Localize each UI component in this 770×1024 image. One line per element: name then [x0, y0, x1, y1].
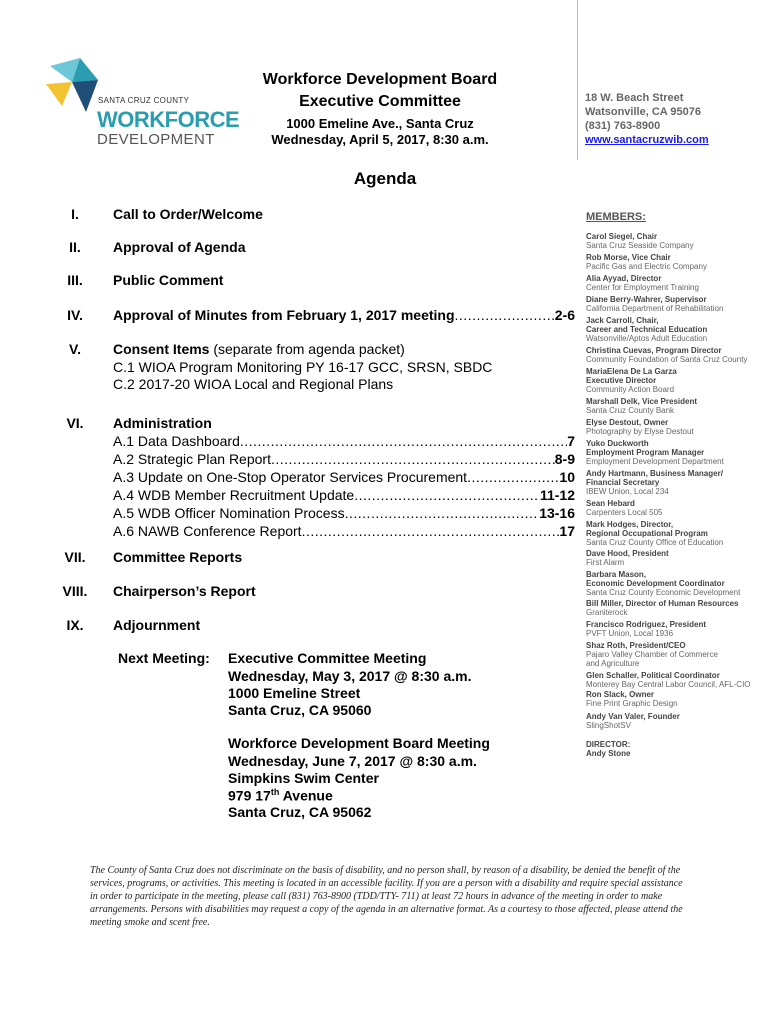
admin-label: A.4 WDB Member Recruitment Update — [113, 487, 355, 503]
member-title: Regional Occupational Program — [586, 529, 708, 538]
consent-note: (separate from agenda packet) — [209, 341, 405, 357]
agenda-heading: Agenda — [353, 169, 417, 188]
doc-title: Workforce Development Board — [262, 71, 498, 88]
member-entry — [586, 295, 766, 313]
admin-a1 — [113, 433, 575, 449]
member-org: Santa Cruz Seaside Company — [586, 241, 694, 250]
member-entry — [586, 570, 766, 597]
member-name: Sean Hebard — [586, 499, 635, 508]
member-name: Barbara Mason, — [586, 570, 647, 579]
member-name: Alia Ayyad, Director — [586, 274, 662, 283]
item-number: IV. — [67, 307, 83, 323]
admin-page: 13-16 — [539, 505, 575, 521]
member-org: Monterey Bay Central Labor Council, AFL-CIO — [586, 680, 751, 689]
member-entry — [586, 469, 766, 496]
member-name: Carol Siegel, Chair — [586, 232, 658, 241]
admin-page: 10 — [559, 469, 575, 485]
next-m2-street — [228, 787, 333, 804]
meeting-datetime: Wednesday, April 5, 2017, 8:30 a.m. — [271, 132, 489, 147]
accessibility-notice: The County of Santa Cruz does not discriminate on the basis of disability, and no person shall, by reason of a disability, be denied the benefit of the services, programs, or activities. This meeting is located in an accessible facility. If you are a person with a disability and require special assistance in order to participate in the meeting, please call (831) 763-8900 (TDD/TTY- 711) at least 72 hours in advance of the meeting in order to make arrangements. Persons with disabilities may request a copy of the agenda in an alternative format. As a courtesy to those affected, please attend the meeting smoke and scent free. — [90, 865, 683, 928]
member-entry — [586, 671, 766, 689]
admin-page: 17 — [559, 523, 575, 539]
members-heading: MEMBERS: — [586, 211, 646, 223]
item-administration: Administration — [113, 415, 212, 431]
office-street: 18 W. Beach Street — [585, 92, 684, 104]
street-name: Avenue — [279, 787, 333, 804]
item-approval-minutes — [113, 307, 575, 323]
next-m2-city: Santa Cruz, CA 95062 — [228, 804, 372, 820]
member-entry — [586, 520, 766, 547]
admin-a4 — [113, 487, 575, 503]
member-entry — [586, 367, 766, 394]
admin-label: A.3 Update on One-Stop Operator Services Procurement — [113, 469, 468, 485]
member-entry — [586, 274, 766, 292]
item-chair-report: Chairperson’s Report — [113, 583, 256, 599]
item-number: III. — [67, 272, 83, 288]
admin-label: A.1 Data Dashboard — [113, 433, 240, 449]
member-name: Dave Hood, President — [586, 549, 669, 558]
member-org: SlingShotSV — [586, 721, 631, 730]
logo-workforce-text: WORKFORCE — [97, 107, 240, 132]
admin-a6 — [113, 523, 575, 539]
item-number: VII. — [64, 549, 86, 565]
member-org: PVFT Union, Local 1936 — [586, 629, 674, 638]
director-label: DIRECTOR: — [586, 740, 631, 749]
admin-a5 — [113, 505, 575, 521]
item-committee-reports: Committee Reports — [113, 549, 243, 565]
website-link[interactable]: www.santacruzwib.com — [585, 134, 709, 146]
member-entry — [586, 599, 766, 617]
item-consent — [113, 341, 405, 357]
consent-label: Consent Items — [113, 341, 210, 357]
logo-county-text: SANTA CRUZ COUNTY — [98, 96, 190, 105]
member-title: Career and Technical Education — [586, 325, 708, 334]
member-org: Santa Cruz County Office of Education — [586, 538, 724, 547]
member-name: Mark Hodges, Director, — [586, 520, 674, 529]
member-org: Santa Cruz County Economic Development — [586, 588, 741, 597]
office-city: Watsonville, CA 95076 — [585, 106, 701, 118]
member-entry — [586, 690, 766, 708]
next-m2-datetime: Wednesday, June 7, 2017 @ 8:30 a.m. — [228, 753, 477, 769]
member-org: Carpenters Local 505 — [586, 508, 663, 517]
member-entry — [586, 253, 766, 271]
street-num: 979 17 — [228, 787, 271, 804]
member-name: Jack Carroll, Chair, — [586, 316, 659, 325]
member-name: Shaz Roth, President/CEO — [586, 641, 686, 650]
logo-development-text: DEVELOPMENT — [97, 131, 215, 148]
member-entry — [586, 346, 766, 364]
next-m1-street: 1000 Emeline Street — [228, 685, 361, 701]
member-name: Andy Van Valer, Founder — [586, 712, 680, 721]
item-public-comment: Public Comment — [113, 272, 224, 288]
member-entry — [586, 316, 766, 343]
member-entry — [586, 232, 766, 250]
member-entry — [586, 439, 766, 466]
member-name: Marshall Delk, Vice President — [586, 397, 698, 406]
next-m2-title: Workforce Development Board Meeting — [228, 735, 490, 751]
member-entry — [586, 641, 766, 668]
member-name: Yuko Duckworth — [586, 439, 649, 448]
member-org: Photography by Elyse Destout — [586, 427, 694, 436]
director-name: Andy Stone — [586, 749, 631, 758]
director-entry — [586, 740, 766, 758]
minutes-page: 2-6 — [554, 307, 575, 323]
member-org-cont: and Agriculture — [586, 659, 640, 668]
member-org: Graniterock — [586, 608, 628, 617]
member-name: Bill Miller, Director of Human Resources — [586, 599, 739, 608]
meeting-address: 1000 Emeline Ave., Santa Cruz — [286, 116, 474, 131]
next-m1-city: Santa Cruz, CA 95060 — [228, 702, 372, 718]
header-divider — [577, 0, 578, 160]
member-entry — [586, 549, 766, 567]
member-name: MariaElena De La Garza — [586, 367, 677, 376]
member-entry — [586, 499, 766, 517]
item-number: IX. — [66, 617, 84, 633]
admin-label: A.6 NAWB Conference Report — [113, 523, 302, 539]
member-org: Pacific Gas and Electric Company — [586, 262, 707, 271]
admin-a2 — [113, 451, 575, 467]
member-title: Executive Director — [586, 376, 657, 385]
item-adjournment: Adjournment — [113, 617, 201, 633]
next-m1-datetime: Wednesday, May 3, 2017 @ 8:30 a.m. — [228, 668, 472, 684]
admin-page: 7 — [567, 433, 575, 449]
item-approval-agenda: Approval of Agenda — [113, 239, 246, 255]
member-org: Watsonville/Aptos Adult Education — [586, 334, 708, 343]
office-web — [585, 133, 709, 147]
item-number: VIII. — [62, 583, 88, 599]
next-meeting-label: Next Meeting: — [118, 650, 210, 666]
next-m2-venue: Simpkins Swim Center — [228, 770, 379, 786]
admin-label: A.2 Strategic Plan Report — [113, 451, 271, 467]
member-org: Santa Cruz County Bank — [586, 406, 675, 415]
next-m1-title: Executive Committee Meeting — [228, 650, 427, 666]
member-entry — [586, 397, 766, 415]
member-title: Economic Development Coordinator — [586, 579, 725, 588]
member-name: Elyse Destout, Owner — [586, 418, 669, 427]
member-entry — [586, 418, 766, 436]
member-title: Employment Program Manager — [586, 448, 705, 457]
street-suffix: th — [270, 787, 280, 797]
admin-a3 — [113, 469, 575, 485]
member-name: Ron Slack, Owner — [586, 690, 655, 699]
member-name: Diane Berry-Wahrer, Supervisor — [586, 295, 707, 304]
member-org: First Alarm — [586, 558, 625, 567]
member-name: Francisco Rodriguez, President — [586, 620, 707, 629]
member-entry — [586, 712, 766, 730]
item-number: I. — [71, 206, 79, 222]
member-entry — [586, 620, 766, 638]
member-org: IBEW Union, Local 234 — [586, 487, 669, 496]
member-name: Glen Schaller, Political Coordinator — [586, 671, 720, 680]
member-org: Employment Development Department — [586, 457, 724, 466]
doc-subtitle: Executive Committee — [299, 93, 461, 110]
office-phone: (831) 763-8900 — [585, 120, 661, 132]
member-org: Community Foundation of Santa Cruz County — [586, 355, 748, 364]
item-number: VI. — [66, 415, 84, 431]
item-call-to-order: Call to Order/Welcome — [113, 206, 263, 222]
item-number: II. — [69, 239, 81, 255]
member-org: Center for Employment Training — [586, 283, 699, 292]
member-org: California Department of Rehabilitation — [586, 304, 724, 313]
member-org: Pajaro Valley Chamber of Commerce — [586, 650, 718, 659]
consent-c2: C.2 2017-20 WIOA Local and Regional Plans — [113, 376, 394, 392]
member-name: Andy Hartmann, Business Manager/ — [586, 469, 723, 478]
member-org: Fine Print Graphic Design — [586, 699, 678, 708]
item-number: V. — [69, 341, 81, 357]
member-org: Community Action Board — [586, 385, 675, 394]
admin-page: 11-12 — [539, 487, 575, 503]
minutes-label: Approval of Minutes from February 1, 2017 meeting — [113, 307, 455, 323]
admin-page: 8-9 — [554, 451, 575, 467]
consent-c1: C.1 WIOA Program Monitoring PY 16-17 GCC, SRSN, SBDC — [113, 359, 493, 375]
member-title: Financial Secretary — [586, 478, 660, 487]
member-name: Rob Morse, Vice Chair — [586, 253, 671, 262]
admin-label: A.5 WDB Officer Nomination Process — [113, 505, 345, 521]
member-name: Christina Cuevas, Program Director — [586, 346, 722, 355]
wdb-logo-icon — [42, 54, 102, 116]
